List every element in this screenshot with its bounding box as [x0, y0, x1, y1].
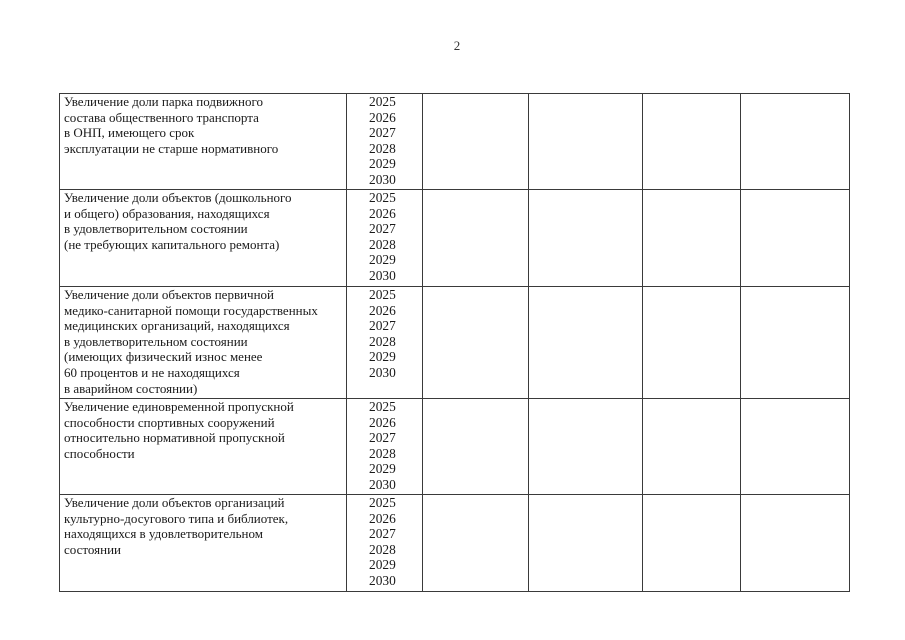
year-value: 2026 — [369, 414, 396, 430]
year-cell — [347, 190, 423, 287]
indicator-cell: Увеличение доли объектов организаций культурно-досугового типа и библиотек, находящихся в удовлетворительном состоянии — [60, 495, 347, 592]
year-value: 2026 — [369, 302, 396, 318]
year-value: 2029 — [369, 252, 396, 268]
empty-cell — [423, 190, 529, 287]
year-value: 2025 — [369, 94, 396, 109]
year-value: 2027 — [369, 430, 396, 446]
year-value: 2026 — [369, 510, 396, 526]
empty-cell — [741, 399, 850, 495]
empty-cell — [529, 495, 643, 592]
year-value: 2028 — [369, 236, 396, 252]
year-value: 2026 — [369, 109, 396, 125]
year-value: 2027 — [369, 526, 396, 542]
year-value: 2028 — [369, 445, 396, 461]
empty-cell — [741, 190, 850, 287]
empty-cell — [741, 287, 850, 399]
empty-cell — [741, 495, 850, 592]
year-value: 2025 — [369, 399, 396, 414]
table-row — [60, 190, 850, 287]
year-cell — [347, 287, 423, 399]
table-row — [60, 94, 850, 190]
indicator-cell: Увеличение доли объектов (дошкольного и общего) образования, находящихся в удовлетворительном состоянии (не требующих капитального ремонта) — [60, 190, 347, 287]
indicators-table — [59, 93, 850, 592]
empty-cell — [643, 94, 741, 190]
indicator-cell: Увеличение доли парка подвижного состава общественного транспорта в ОНП, имеющего срок эксплуатации не старше нормативного — [60, 94, 347, 190]
year-value: 2027 — [369, 221, 396, 237]
year-value: 2030 — [369, 572, 396, 588]
empty-cell — [423, 495, 529, 592]
table-row — [60, 495, 850, 592]
year-value: 2029 — [369, 557, 396, 573]
year-value: 2027 — [369, 318, 396, 334]
year-value: 2025 — [369, 190, 396, 205]
table-row — [60, 287, 850, 399]
year-value: 2026 — [369, 205, 396, 221]
empty-cell — [741, 94, 850, 190]
year-value: 2027 — [369, 125, 396, 141]
year-value: 2029 — [369, 349, 396, 365]
year-value: 2030 — [369, 364, 396, 380]
empty-cell — [643, 495, 741, 592]
empty-cell — [423, 399, 529, 495]
year-value: 2025 — [369, 287, 396, 302]
year-value: 2025 — [369, 495, 396, 510]
year-cell — [347, 495, 423, 592]
indicator-cell: Увеличение доли объектов первичной медико-санитарной помощи государственных медицинских организаций, находящихся в удовлетворительном состоянии (имеющих физический износ менее 60 процентов и не находящихся в аварийном состоянии) — [60, 287, 347, 399]
year-value: 2029 — [369, 156, 396, 172]
empty-cell — [529, 287, 643, 399]
year-value: 2028 — [369, 333, 396, 349]
page-number: 2 — [453, 38, 461, 53]
year-cell — [347, 399, 423, 495]
empty-cell — [643, 287, 741, 399]
year-value: 2030 — [369, 171, 396, 187]
empty-cell — [643, 190, 741, 287]
table-row — [60, 399, 850, 495]
empty-cell — [643, 399, 741, 495]
empty-cell — [529, 190, 643, 287]
indicator-cell: Увеличение единовременной пропускной способности спортивных сооружений относительно нормативной пропускной способности — [60, 399, 347, 495]
empty-cell — [423, 94, 529, 190]
year-cell — [347, 94, 423, 190]
year-value: 2028 — [369, 541, 396, 557]
empty-cell — [529, 94, 643, 190]
year-value: 2030 — [369, 267, 396, 283]
year-value: 2028 — [369, 140, 396, 156]
empty-cell — [529, 399, 643, 495]
year-value: 2029 — [369, 461, 396, 477]
empty-cell — [423, 287, 529, 399]
year-value: 2030 — [369, 476, 396, 492]
